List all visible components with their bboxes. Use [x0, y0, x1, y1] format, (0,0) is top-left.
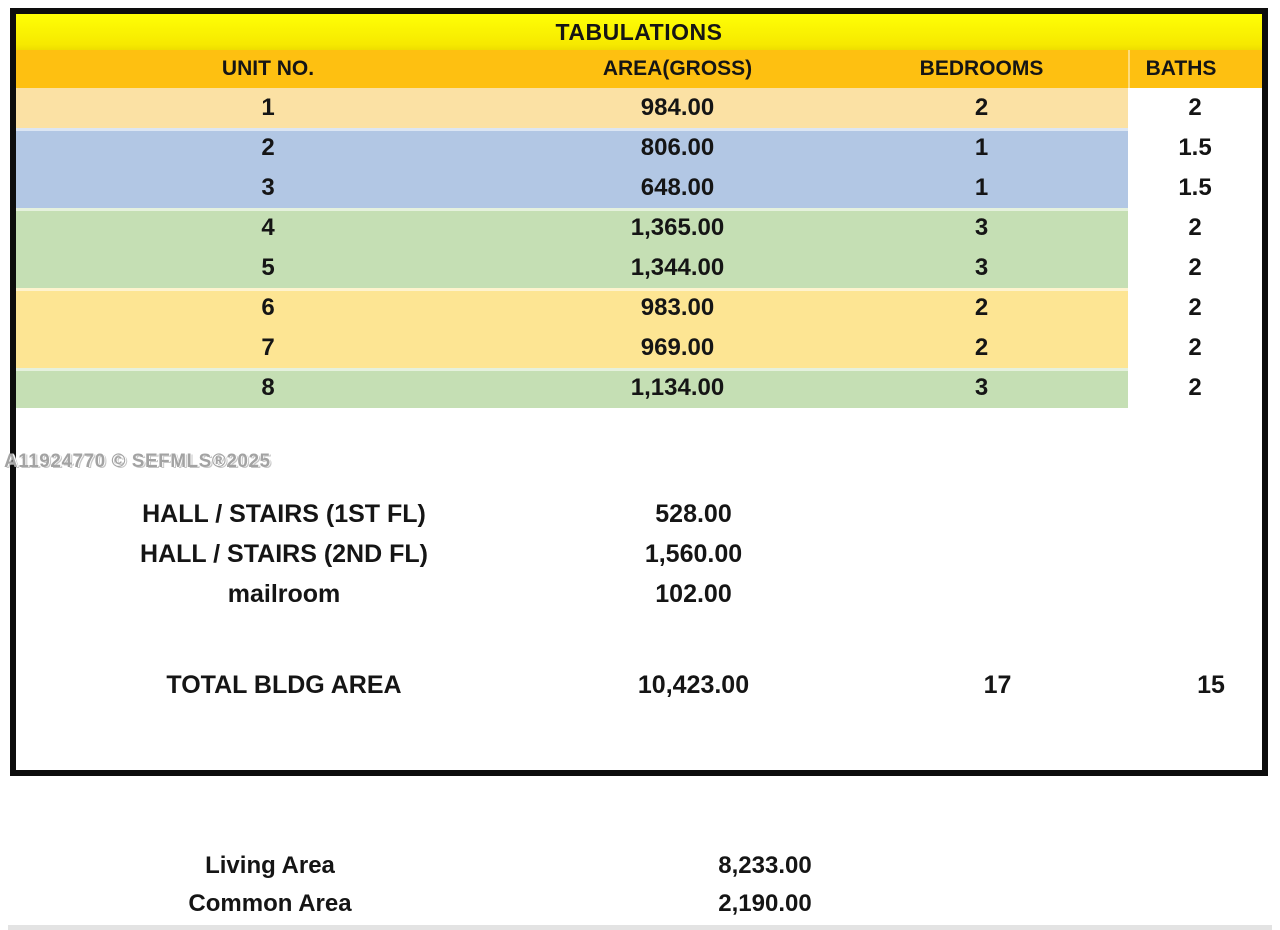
tabulations-sheet: [10, 8, 1268, 776]
area-cell: 983.00: [520, 288, 835, 328]
bedrooms-cell: 2: [835, 328, 1128, 368]
common-area-row: [0, 885, 1280, 923]
summary-label: Common Area: [188, 890, 352, 917]
mls-watermark: A11924770 © SEFMLS®2025: [4, 451, 271, 472]
living-area-row: [0, 847, 1280, 885]
row-area-value: 102.00: [655, 580, 732, 608]
mailroom-row: [32, 574, 1278, 614]
column-header-unit-no: UNIT NO.: [221, 57, 315, 80]
area-cell: 1,134.00: [520, 368, 835, 408]
bedrooms-cell: 3: [835, 248, 1128, 288]
baths-cell: 2: [1128, 208, 1262, 248]
column-header-baths: BATHS: [1128, 50, 1262, 88]
unit-no-cell: 2: [16, 128, 520, 168]
table-row-unit-6: [16, 288, 1262, 328]
hall-stairs-2nd-row: [32, 534, 1278, 574]
baths-cell: 1.5: [1128, 168, 1262, 208]
area-summary-section: [0, 847, 1280, 923]
area-cell: 1,344.00: [520, 248, 835, 288]
unit-no-cell: 8: [16, 368, 520, 408]
total-label: TOTAL BLDG AREA: [166, 671, 402, 699]
bedrooms-cell: 2: [835, 288, 1128, 328]
page-title: TABULATIONS: [16, 14, 1262, 50]
total-section: [32, 664, 1278, 706]
baths-cell: 1.5: [1128, 128, 1262, 168]
table-row-unit-1: [16, 88, 1262, 128]
row-area-value: 528.00: [655, 500, 732, 528]
summary-value: 8,233.00: [718, 852, 812, 879]
bedrooms-cell: 3: [835, 368, 1128, 408]
baths-cell: 2: [1128, 88, 1262, 128]
column-header-bedrooms: BEDROOMS: [919, 57, 1044, 80]
bedrooms-cell: 3: [835, 208, 1128, 248]
summary-value: 2,190.00: [718, 890, 812, 917]
area-cell: 1,365.00: [520, 208, 835, 248]
row-label: HALL / STAIRS (2ND FL): [140, 540, 428, 568]
table-row-unit-5: [16, 248, 1262, 288]
table-row-unit-8: [16, 368, 1262, 408]
total-baths-value: 15: [1197, 671, 1225, 699]
total-bldg-area-row: [32, 664, 1278, 706]
table-header-row: [16, 50, 1262, 88]
area-cell: 984.00: [520, 88, 835, 128]
row-area-value: 1,560.00: [644, 540, 743, 568]
unit-no-cell: 1: [16, 88, 520, 128]
row-label: HALL / STAIRS (1ST FL): [142, 500, 426, 528]
total-area-value: 10,423.00: [637, 671, 750, 699]
baths-cell: 2: [1128, 368, 1262, 408]
area-cell: 969.00: [520, 328, 835, 368]
unit-no-cell: 7: [16, 328, 520, 368]
area-cell: 806.00: [520, 128, 835, 168]
baths-cell: 2: [1128, 288, 1262, 328]
bedrooms-cell: 1: [835, 128, 1128, 168]
row-label: mailroom: [227, 580, 341, 608]
column-header-area-gross: AREA(GROSS): [602, 57, 753, 80]
total-bedrooms-value: 17: [983, 671, 1012, 699]
table-row-unit-2: [16, 128, 1262, 168]
summary-label: Living Area: [205, 852, 335, 879]
hall-stairs-1st-row: [32, 494, 1278, 534]
common-areas-section: [32, 494, 1278, 614]
baths-cell: 2: [1128, 328, 1262, 368]
area-cell: 648.00: [520, 168, 835, 208]
unit-no-cell: 3: [16, 168, 520, 208]
table-row-unit-3: [16, 168, 1262, 208]
unit-no-cell: 5: [16, 248, 520, 288]
bedrooms-cell: 1: [835, 168, 1128, 208]
table-row-unit-4: [16, 208, 1262, 248]
table-row-unit-7: [16, 328, 1262, 368]
unit-no-cell: 6: [16, 288, 520, 328]
unit-no-cell: 4: [16, 208, 520, 248]
bedrooms-cell: 2: [835, 88, 1128, 128]
scan-edge-artifact: [8, 925, 1272, 930]
baths-cell: 2: [1128, 248, 1262, 288]
